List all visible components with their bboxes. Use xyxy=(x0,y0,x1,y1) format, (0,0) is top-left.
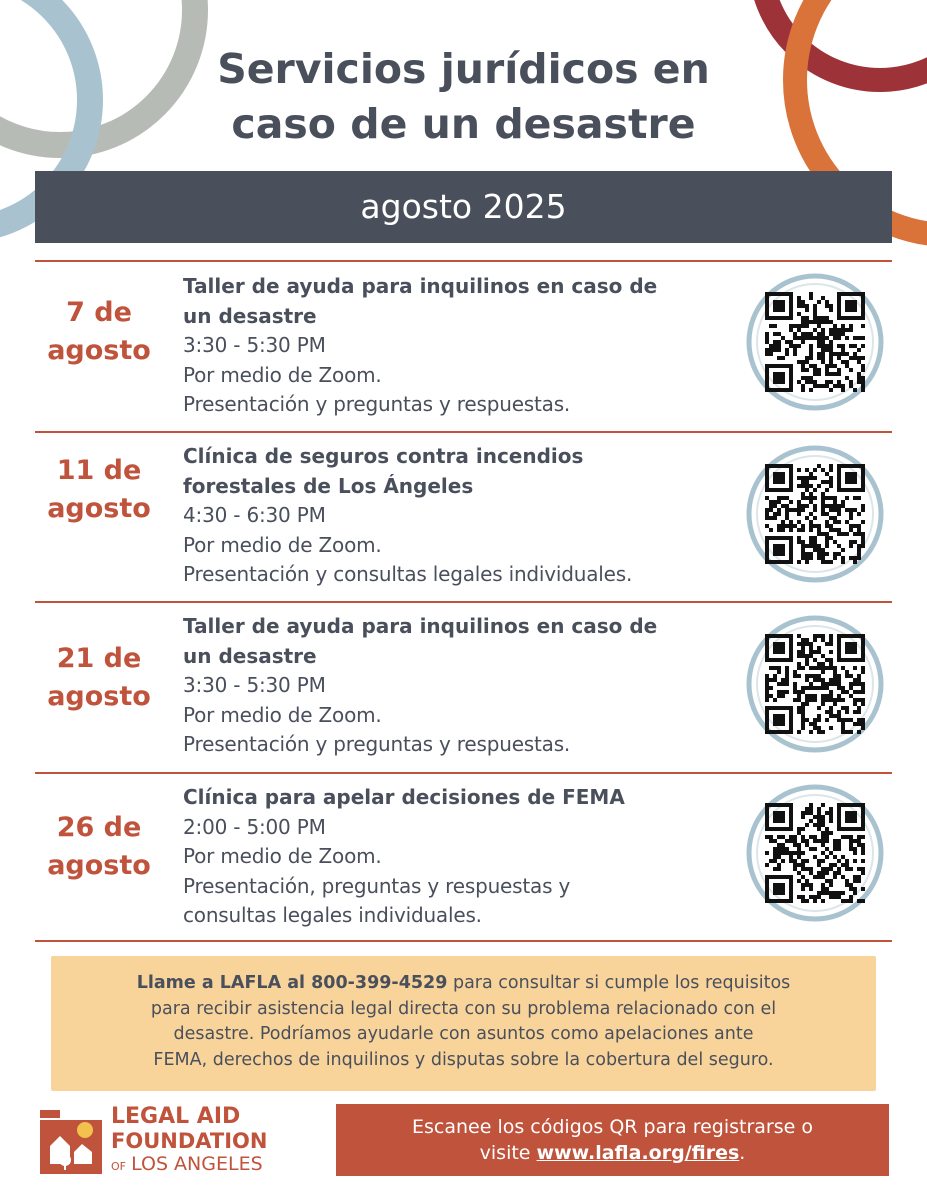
event-item xyxy=(35,272,892,432)
event-title-line: Taller de ayuda para inquilinos en caso de xyxy=(183,274,658,298)
event-description: consultas legales individuales. xyxy=(183,903,482,927)
event-description: Presentación y preguntas y respuestas. xyxy=(183,392,571,416)
event-time: 3:30 - 5:30 PM xyxy=(183,673,326,697)
event-description: Presentación, preguntas y respuestas y xyxy=(183,873,571,898)
event-title-line: un desastre xyxy=(183,303,317,328)
event-date: 21 de agosto xyxy=(47,643,151,712)
event-title-line: forestales de Los Ángeles xyxy=(183,473,474,498)
title-line-2: caso de un desastre xyxy=(231,100,696,148)
event-location: Por medio de Zoom. xyxy=(183,844,382,868)
lafla-logo xyxy=(38,1104,288,1176)
event-title-line: Taller de ayuda para inquilinos en caso de xyxy=(183,614,658,638)
event-time: 2:00 - 5:00 PM xyxy=(183,814,326,839)
event-description: Presentación y consultas legales individuales. xyxy=(183,562,633,586)
event-date: 7 de agosto xyxy=(47,297,151,366)
event-time: 3:30 - 5:30 PM xyxy=(183,333,326,357)
event-date: 11 de agosto xyxy=(47,455,151,524)
qr-code-icon[interactable] xyxy=(745,614,885,754)
divider xyxy=(35,772,892,774)
registration-cta: Escanee los códigos QR para registrarse o visite www.lafla.org/fires. xyxy=(336,1104,889,1176)
event-details xyxy=(183,272,763,420)
lafla-fires-link[interactable]: www.lafla.org/fires xyxy=(536,1142,740,1164)
event-details xyxy=(183,612,763,760)
event-details xyxy=(183,783,763,931)
event-location: Por medio de Zoom. xyxy=(183,532,382,557)
logo-line-3: OF LOS ANGELES xyxy=(111,1153,263,1175)
title-line-1: Servicios jurídicos en xyxy=(217,45,710,93)
event-description: Presentación y preguntas y respuestas. xyxy=(183,732,571,756)
event-title-line: Clínica de seguros contra incendios xyxy=(183,444,584,468)
page-title xyxy=(100,42,827,152)
event-time: 4:30 - 6:30 PM xyxy=(183,503,326,527)
month-banner: agosto 2025 xyxy=(35,171,892,243)
divider xyxy=(35,940,892,942)
event-title-line: un desastre xyxy=(183,643,317,668)
qr-code-icon[interactable] xyxy=(745,783,885,923)
foundation-emblem-icon xyxy=(38,1106,104,1176)
event-title-line: Clínica para apelar decisiones de FEMA xyxy=(183,785,625,809)
logo-line-1: LEGAL AID xyxy=(111,1104,241,1129)
divider xyxy=(35,431,892,433)
divider xyxy=(35,260,892,262)
eligibility-info-box: Llame a LAFLA al 800-399-4529 para consultar si cumple los requisitos para recibir asistencia legal directa con su problema relacionado con el desastre. Podríamos ayudarle con asuntos como apelaciones ante FEMA, derechos de inquilinos y disputas sobre la cobertura del seguro. xyxy=(51,956,876,1091)
event-item xyxy=(35,612,892,772)
event-item xyxy=(35,442,892,602)
logo-line-2: FOUNDATION xyxy=(111,1129,268,1153)
hotline-text: Llame a LAFLA al 800-399-4529 xyxy=(136,973,448,993)
qr-code-icon[interactable] xyxy=(745,272,885,412)
event-location: Por medio de Zoom. xyxy=(183,362,382,387)
qr-code-icon[interactable] xyxy=(745,444,885,584)
event-item xyxy=(35,783,892,943)
event-location: Por medio de Zoom. xyxy=(183,702,382,727)
event-date: 26 de agosto xyxy=(47,812,151,881)
divider xyxy=(35,601,892,603)
event-details xyxy=(183,442,763,590)
